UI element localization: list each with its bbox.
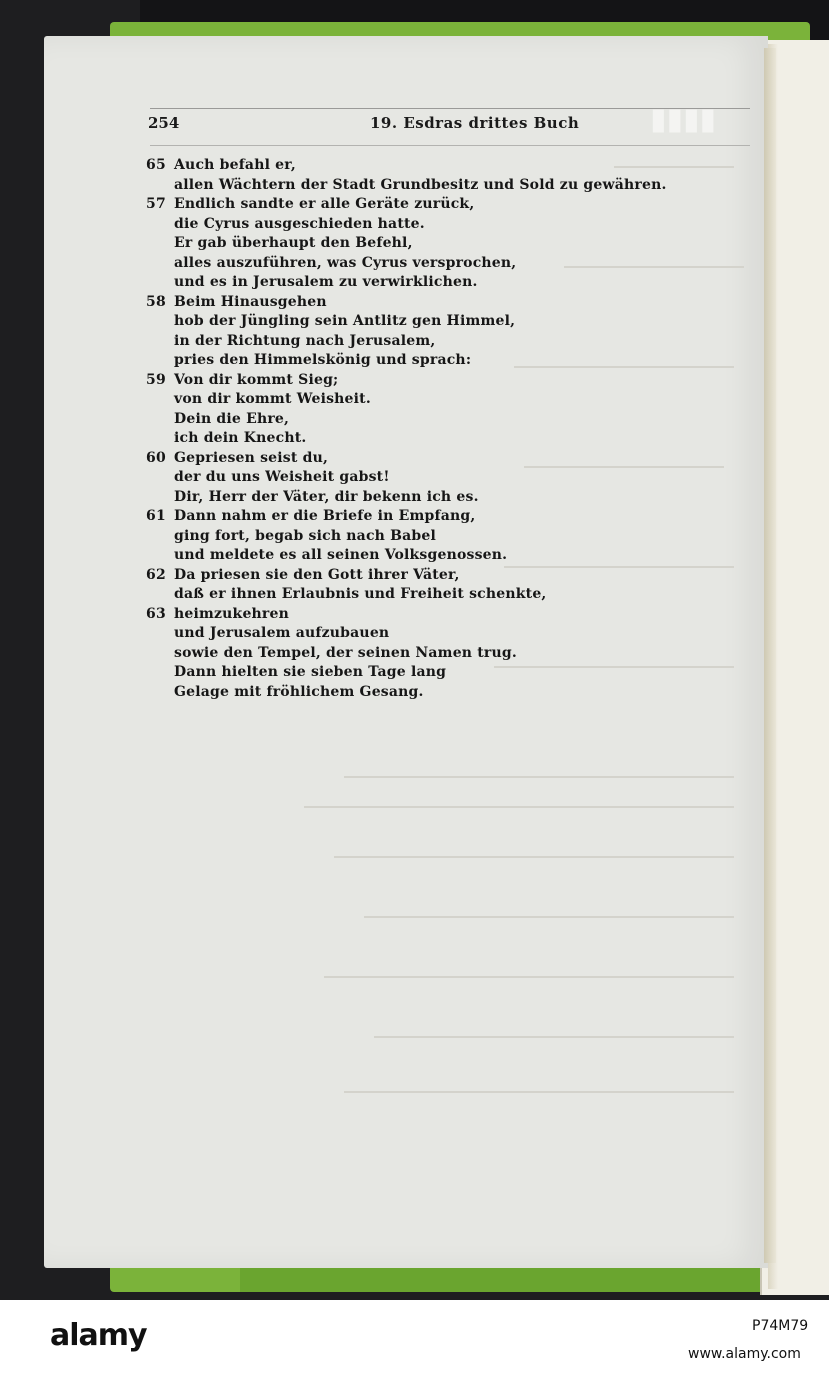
verse-line	[146, 663, 706, 683]
verse-line	[146, 332, 706, 352]
verse-text: und meldete es all seinen Volksgenossen.	[174, 547, 508, 563]
verse-text: heimzukehren	[174, 605, 289, 622]
verse-text: der du uns Weisheit gabst!	[174, 469, 390, 485]
verse-text: ich dein Knecht.	[174, 430, 307, 446]
verse-line	[146, 371, 706, 391]
show-through-line	[304, 806, 734, 808]
verse-line	[146, 176, 706, 196]
verse-number: 59	[146, 371, 166, 388]
verse-text: allen Wächtern der Stadt Grundbesitz und Sold zu gewähren.	[174, 176, 667, 193]
verse-text: die Cyrus ausgeschieden hatte.	[174, 215, 425, 232]
verse-number: 62	[146, 566, 166, 583]
show-through-line	[344, 776, 734, 778]
watermark-url: www.alamy.com	[688, 1346, 801, 1362]
verse-number: 63	[146, 605, 166, 622]
verse-text: sowie den Tempel, der seinen Namen trug.	[174, 644, 517, 661]
verse-text: und es in Jerusalem zu verwirklichen.	[174, 274, 478, 290]
watermark-overlay: ▮▮▮▮	[650, 102, 717, 137]
watermark-image-id: P74M79	[752, 1318, 809, 1334]
verse-line	[146, 449, 706, 469]
verse-line	[146, 234, 706, 254]
page-gutter	[764, 48, 776, 1263]
page-number: 254	[148, 114, 180, 132]
verse-text: Auch befahl er,	[174, 157, 296, 173]
verse-line	[146, 293, 706, 313]
verse-text: Gelage mit fröhlichem Gesang.	[174, 683, 424, 700]
verse-text: Dein die Ehre,	[174, 410, 290, 427]
verse-text: Beim Hinausgehen	[174, 293, 327, 310]
verse-line	[146, 273, 706, 293]
verse-number: 57	[146, 196, 166, 212]
show-through-line	[364, 916, 734, 918]
watermark-logo: alamy	[50, 1318, 147, 1353]
verse-text: Von dir kommt Sieg;	[174, 371, 339, 388]
verse-text: hob der Jüngling sein Antlitz gen Himmel,	[174, 313, 516, 329]
verse-text: Er gab überhaupt den Befehl,	[174, 235, 413, 251]
verse-text: Dir, Herr der Väter, dir bekenn ich es.	[174, 488, 479, 505]
verse-line	[146, 410, 706, 430]
verse-line	[146, 605, 706, 625]
verse-line	[146, 156, 706, 176]
verse-line	[146, 507, 706, 527]
running-head: 19. Esdras drittes Buch	[370, 114, 580, 132]
show-through-line	[334, 856, 734, 858]
verse-text: pries den Himmelskönig und sprach:	[174, 352, 472, 368]
verse-text: daß er ihnen Erlaubnis und Freiheit schenkte,	[174, 586, 547, 602]
show-through-line	[324, 976, 734, 978]
verse-line	[146, 566, 706, 586]
verse-text: Dann hielten sie sieben Tage lang	[174, 664, 447, 680]
verse-text: ging fort, begab sich nach Babel	[174, 527, 437, 544]
verse-line	[146, 351, 706, 371]
verse-block	[146, 156, 706, 702]
header-rule-lower	[150, 145, 750, 146]
verse-line	[146, 527, 706, 547]
verse-text: von dir kommt Weisheit.	[174, 391, 371, 407]
verse-text: Dann nahm er die Briefe in Empfang,	[174, 508, 476, 524]
verse-line	[146, 312, 706, 332]
verse-line	[146, 429, 706, 449]
verse-line	[146, 468, 706, 488]
verse-line	[146, 644, 706, 664]
verse-line	[146, 624, 706, 644]
verse-line	[146, 195, 706, 215]
verse-number: 58	[146, 293, 166, 310]
verse-number: 61	[146, 508, 166, 524]
verse-line	[146, 254, 706, 274]
verse-number: 60	[146, 449, 166, 466]
verse-number: 65	[146, 157, 166, 173]
verse-text: und Jerusalem aufzubauen	[174, 625, 390, 641]
verse-text: in der Richtung nach Jerusalem,	[174, 332, 436, 349]
show-through-line	[374, 1036, 734, 1038]
show-through-line	[344, 1091, 734, 1093]
verse-line	[146, 546, 706, 566]
verse-line	[146, 488, 706, 508]
verse-text: Da priesen sie den Gott ihrer Väter,	[174, 566, 460, 583]
verse-text: Gepriesen seist du,	[174, 449, 329, 466]
verse-line	[146, 390, 706, 410]
verse-text: alles auszuführen, was Cyrus versprochen,	[174, 254, 517, 271]
verse-line	[146, 683, 706, 703]
verse-text: Endlich sandte er alle Geräte zurück,	[174, 196, 475, 212]
verse-line	[146, 215, 706, 235]
verse-line	[146, 585, 706, 605]
